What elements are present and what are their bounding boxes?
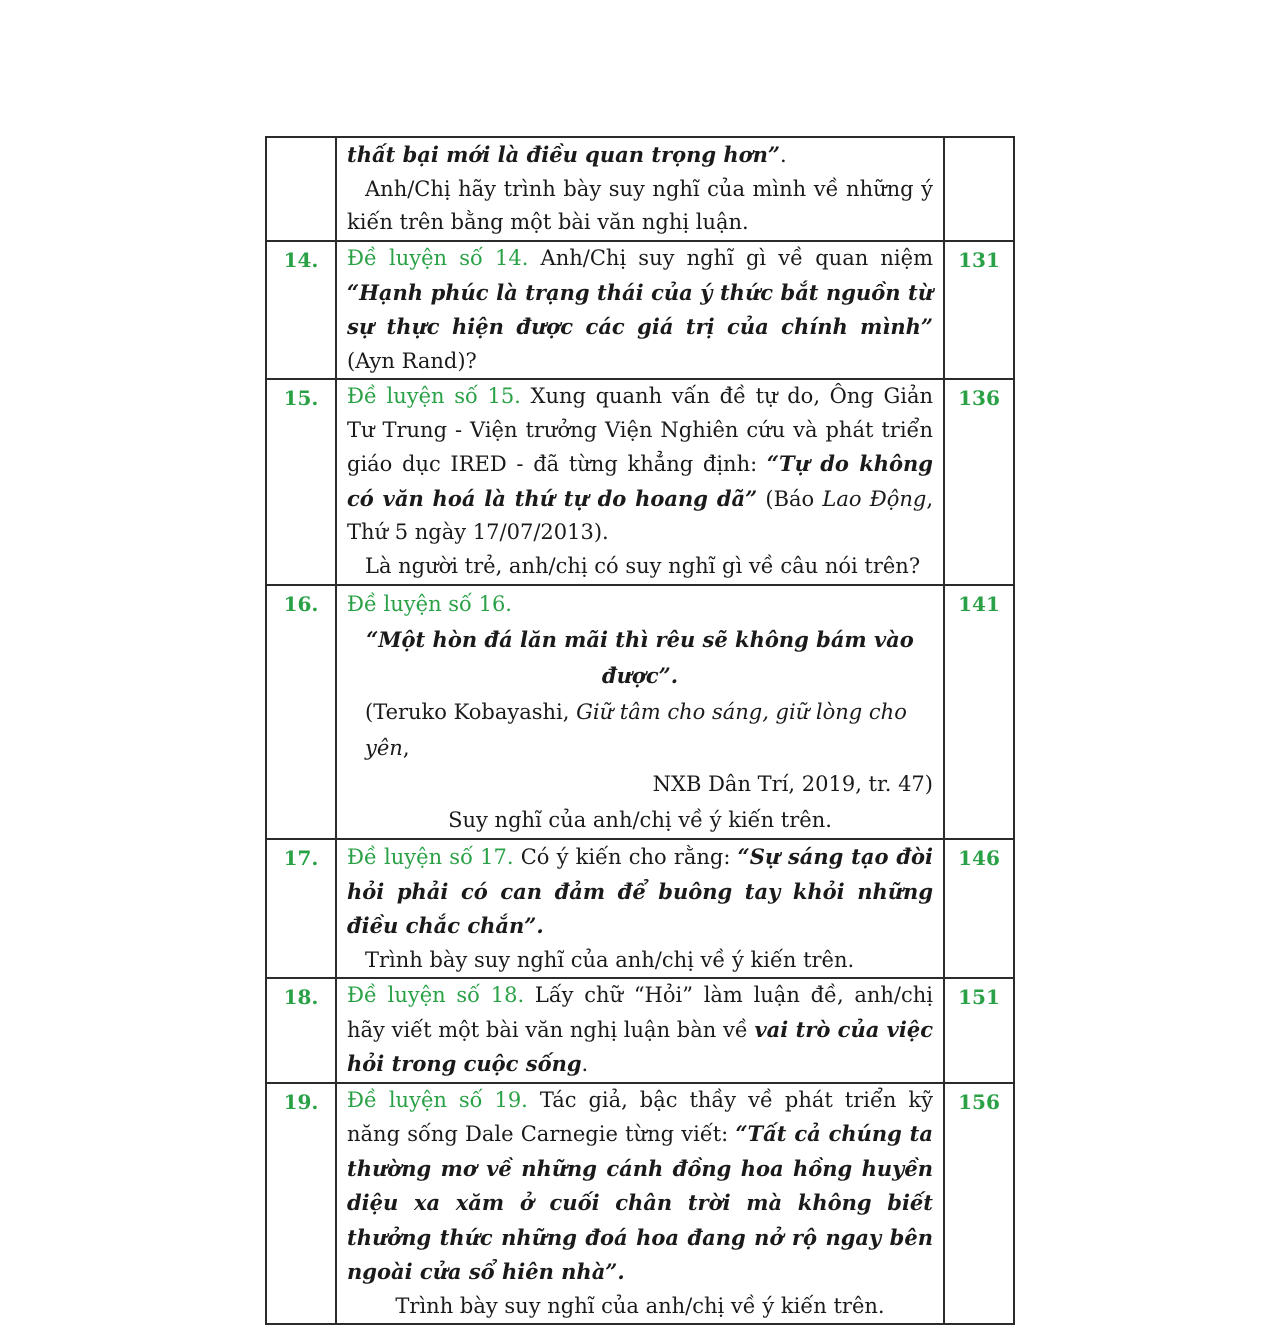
quote-text: “Một hòn đá lăn mãi thì rêu sẽ không bám vào được”. [366, 627, 914, 688]
exercise-label: Đề luyện số 15. [347, 384, 521, 408]
entry-number [266, 137, 336, 241]
quote-text: “Sự sáng tạo đòi hỏi phải có can đảm để buông tay khỏi những điều chắc chắn”. [347, 844, 933, 938]
entry-number: 19. [266, 1083, 336, 1325]
entry-content: Đề luyện số 18. Lấy chữ “Hỏi” làm luận đề, anh/chị hãy viết một bài văn nghị luận bàn về vai trò của việc hỏi trong cuộc sống. [336, 978, 944, 1083]
quote-text: vai trò của việc hỏi trong cuộc sống [347, 1016, 933, 1076]
entry-number: 16. [266, 585, 336, 839]
citation: (Teruko Kobayashi, Giữ tâm cho sáng, giữ lòng cho yên, [365, 700, 907, 760]
page-number: 156 [944, 1083, 1014, 1325]
prompt-text: Trình bày suy nghĩ của anh/chị về ý kiến trên. [365, 947, 855, 972]
publisher: NXB Dân Trí, 2019, tr. 47) [652, 772, 933, 796]
exercise-label: Đề luyện số 17. [347, 845, 514, 869]
entry-number: 15. [266, 379, 336, 585]
quote-text: thất bại mới là điều quan trọng hơn” [347, 142, 780, 167]
table-of-contents [265, 136, 1015, 1325]
quote-text: “Tự do không có văn hoá là thứ tự do hoang dã” [347, 451, 933, 511]
entry-content: Đề luyện số 14. Anh/Chị suy nghĩ gì về quan niệm “Hạnh phúc là trạng thái của ý thức bắt nguồn từ sự thực hiện được các giá trị của chính mình” (Ayn Rand)? [336, 241, 944, 379]
entry-content: Đề luyện số 15. Xung quanh vấn đề tự do, Ông Giản Tư Trung - Viện trưởng Viện Nghiên cứu và phát triển giáo dục IRED - đã từng khẳng định: “Tự do không có văn hoá là thứ tự do hoang dã” (Báo Lao Động, Thứ 5 ngày 17/07/2013). Là người trẻ, anh/chị có suy nghĩ gì về câu nói trên? [336, 379, 944, 585]
entry-content: Đề luyện số 17. Có ý kiến cho rằng: “Sự sáng tạo đòi hỏi phải có can đảm để buông tay khỏi những điều chắc chắn”. Trình bày suy nghĩ của anh/chị về ý kiến trên. [336, 839, 944, 978]
entry-number: 18. [266, 978, 336, 1083]
entry-content: Đề luyện số 19. Tác giả, bậc thầy về phát triển kỹ năng sống Dale Carnegie từng viết: “Tất cả chúng ta thường mơ về những cánh đồng hoa hồng huyền diệu xa xăm ở cuối chân trời mà không biết thưởng thức những đoá hoa đang nở rộ ngay bên ngoài cửa sổ hiên nhà”. Trình bày suy nghĩ của anh/chị về ý kiến trên. [336, 1083, 944, 1325]
exercise-label: Đề luyện số 18. [347, 983, 525, 1007]
source-name: Lao Động [822, 486, 927, 511]
table-row [266, 1083, 1014, 1325]
table-row [266, 585, 1014, 839]
prompt-text: Suy nghĩ của anh/chị về ý kiến trên. [448, 808, 832, 832]
table-row [266, 839, 1014, 978]
entry-number: 14. [266, 241, 336, 379]
entry-content [336, 585, 944, 839]
table-row [266, 137, 1014, 241]
entry-content: thất bại mới là điều quan trọng hơn”. Anh/Chị hãy trình bày suy nghĩ của mình về những ý kiến trên bằng một bài văn nghị luận. [336, 137, 944, 241]
page-number: 131 [944, 241, 1014, 379]
table-row [266, 241, 1014, 379]
exercise-label: Đề luyện số 19. [347, 1087, 528, 1112]
page-number: 151 [944, 978, 1014, 1083]
exercise-label: Đề luyện số 14. [347, 246, 529, 270]
quote-text: “Hạnh phúc là trạng thái của ý thức bắt nguồn từ sự thực hiện được các giá trị của chính mình” [347, 279, 933, 339]
quote-text: “Tất cả chúng ta thường mơ về những cánh đồng hoa hồng huyền diệu xa xăm ở cuối chân trời mà không biết thưởng thức những đoá hoa đang nở rộ ngay bên ngoài cửa sổ hiên nhà”. [347, 1121, 933, 1284]
page-number: 141 [944, 585, 1014, 839]
exercise-label: Đề luyện số 16. [347, 592, 512, 616]
prompt-text: Trình bày suy nghĩ của anh/chị về ý kiến trên. [395, 1293, 885, 1318]
page-number: 136 [944, 379, 1014, 585]
page-number [944, 137, 1014, 241]
entry-number: 17. [266, 839, 336, 978]
book-title: Giữ tâm cho sáng, giữ lòng cho yên [365, 700, 907, 760]
prompt-text: Anh/Chị hãy trình bày suy nghĩ của mình về những ý kiến trên bằng một bài văn nghị luận. [347, 176, 933, 234]
table-row [266, 379, 1014, 585]
page-number: 146 [944, 839, 1014, 978]
prompt-text: Là người trẻ, anh/chị có suy nghĩ gì về câu nói trên? [365, 553, 921, 578]
table-row [266, 978, 1014, 1083]
